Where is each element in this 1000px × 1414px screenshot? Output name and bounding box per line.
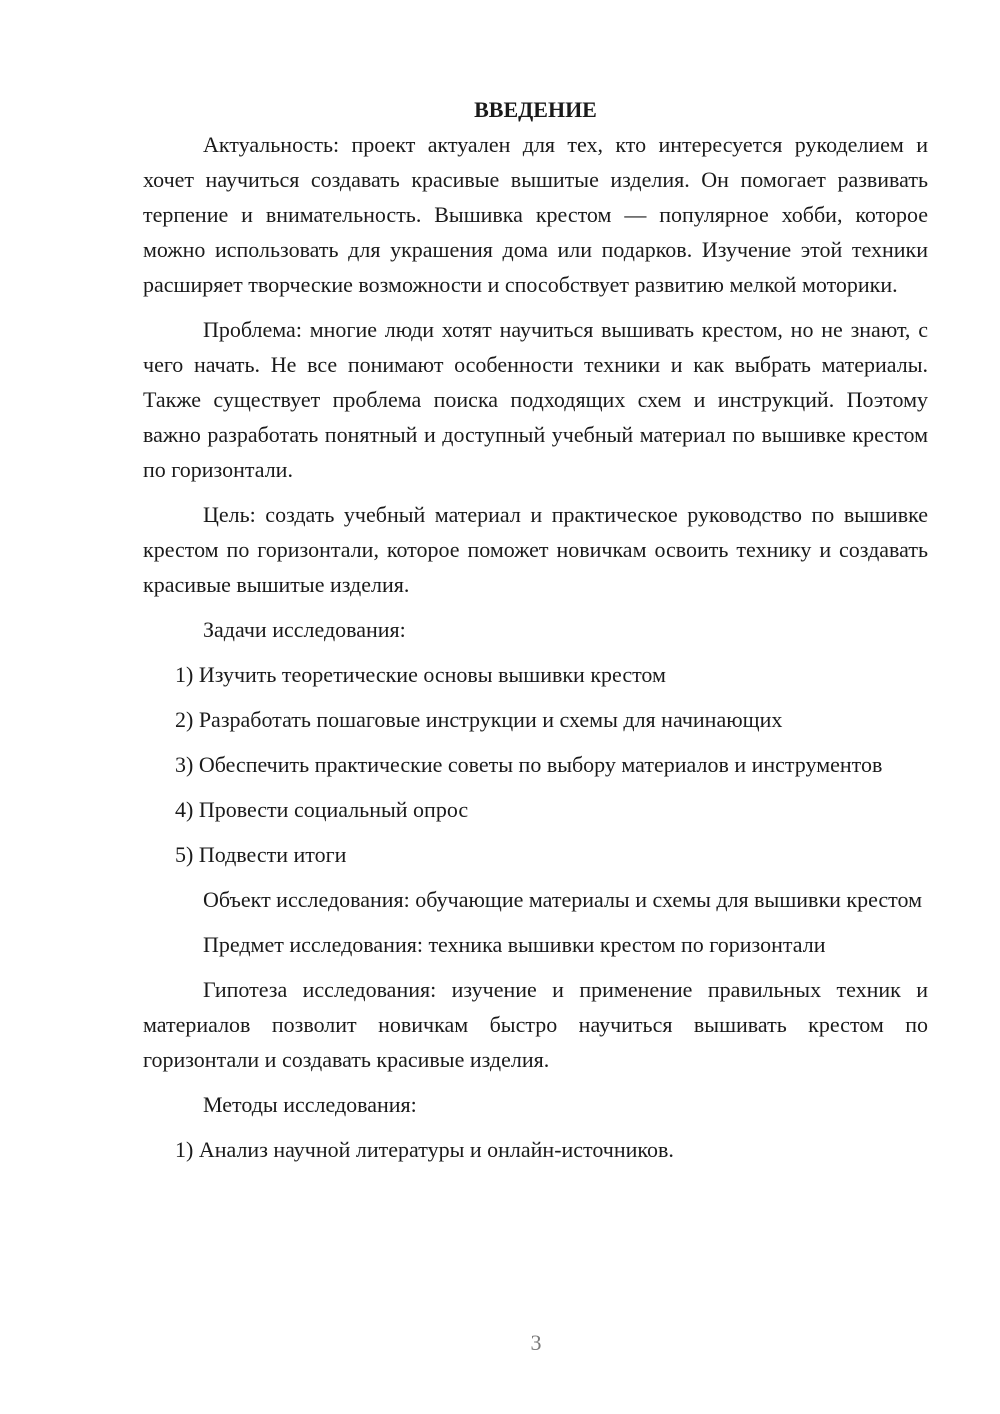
hypothesis-paragraph: Гипотеза исследования: изучение и применение правильных техник и материалов позволит новичкам быстро научиться вышивать крестом по горизонтали и создавать красивые изделия.: [143, 977, 928, 1072]
relevance-paragraph: Актуальность: проект актуален для тех, кто интересуется рукоделием и хочет научиться создавать красивые вышитые изделия. Он помогает развивать терпение и внимательность. Вышивка крестом — популярное хобби, которое можно использовать для украшения дома или подарков. Изучение этой техники расширяет творческие возможности и способствует развитию мелкой моторики.: [143, 132, 928, 297]
subject-paragraph: Предмет исследования: техника вышивки крестом по горизонтали: [203, 932, 826, 957]
task-item-1: 1) Изучить теоретические основы вышивки крестом: [175, 662, 666, 687]
object-paragraph: Объект исследования: обучающие материалы и схемы для вышивки крестом: [203, 887, 922, 912]
task-item-4: 4) Провести социальный опрос: [175, 797, 469, 822]
goal-paragraph: Цель: создать учебный материал и практическое руководство по вышивке крестом по горизонтали, которое поможет новичкам освоить технику и создавать красивые вышитые изделия.: [143, 502, 928, 597]
problem-paragraph: Проблема: многие люди хотят научиться вышивать крестом, но не знают, с чего начать. Не все понимают особенности техники и как выбрать материалы. Также существует проблема поиска подходящих схем и инструкций. Поэтому важно разработать понятный и доступный учебный материал по вышивке крестом по горизонтали.: [143, 317, 928, 482]
task-item-2: 2) Разработать пошаговые инструкции и схемы для начинающих: [175, 707, 783, 732]
section-title: ВВЕДЕНИЕ: [474, 97, 597, 122]
method-item-1: 1) Анализ научной литературы и онлайн-источников.: [175, 1137, 674, 1162]
task-item-5: 5) Подвести итоги: [175, 842, 347, 867]
methods-heading: Методы исследования:: [203, 1092, 417, 1117]
tasks-heading: Задачи исследования:: [203, 617, 406, 642]
document-page: [143, 92, 928, 1177]
task-item-3: 3) Обеспечить практические советы по выбору материалов и инструментов: [175, 752, 883, 777]
page-number: 3: [530, 1330, 542, 1355]
